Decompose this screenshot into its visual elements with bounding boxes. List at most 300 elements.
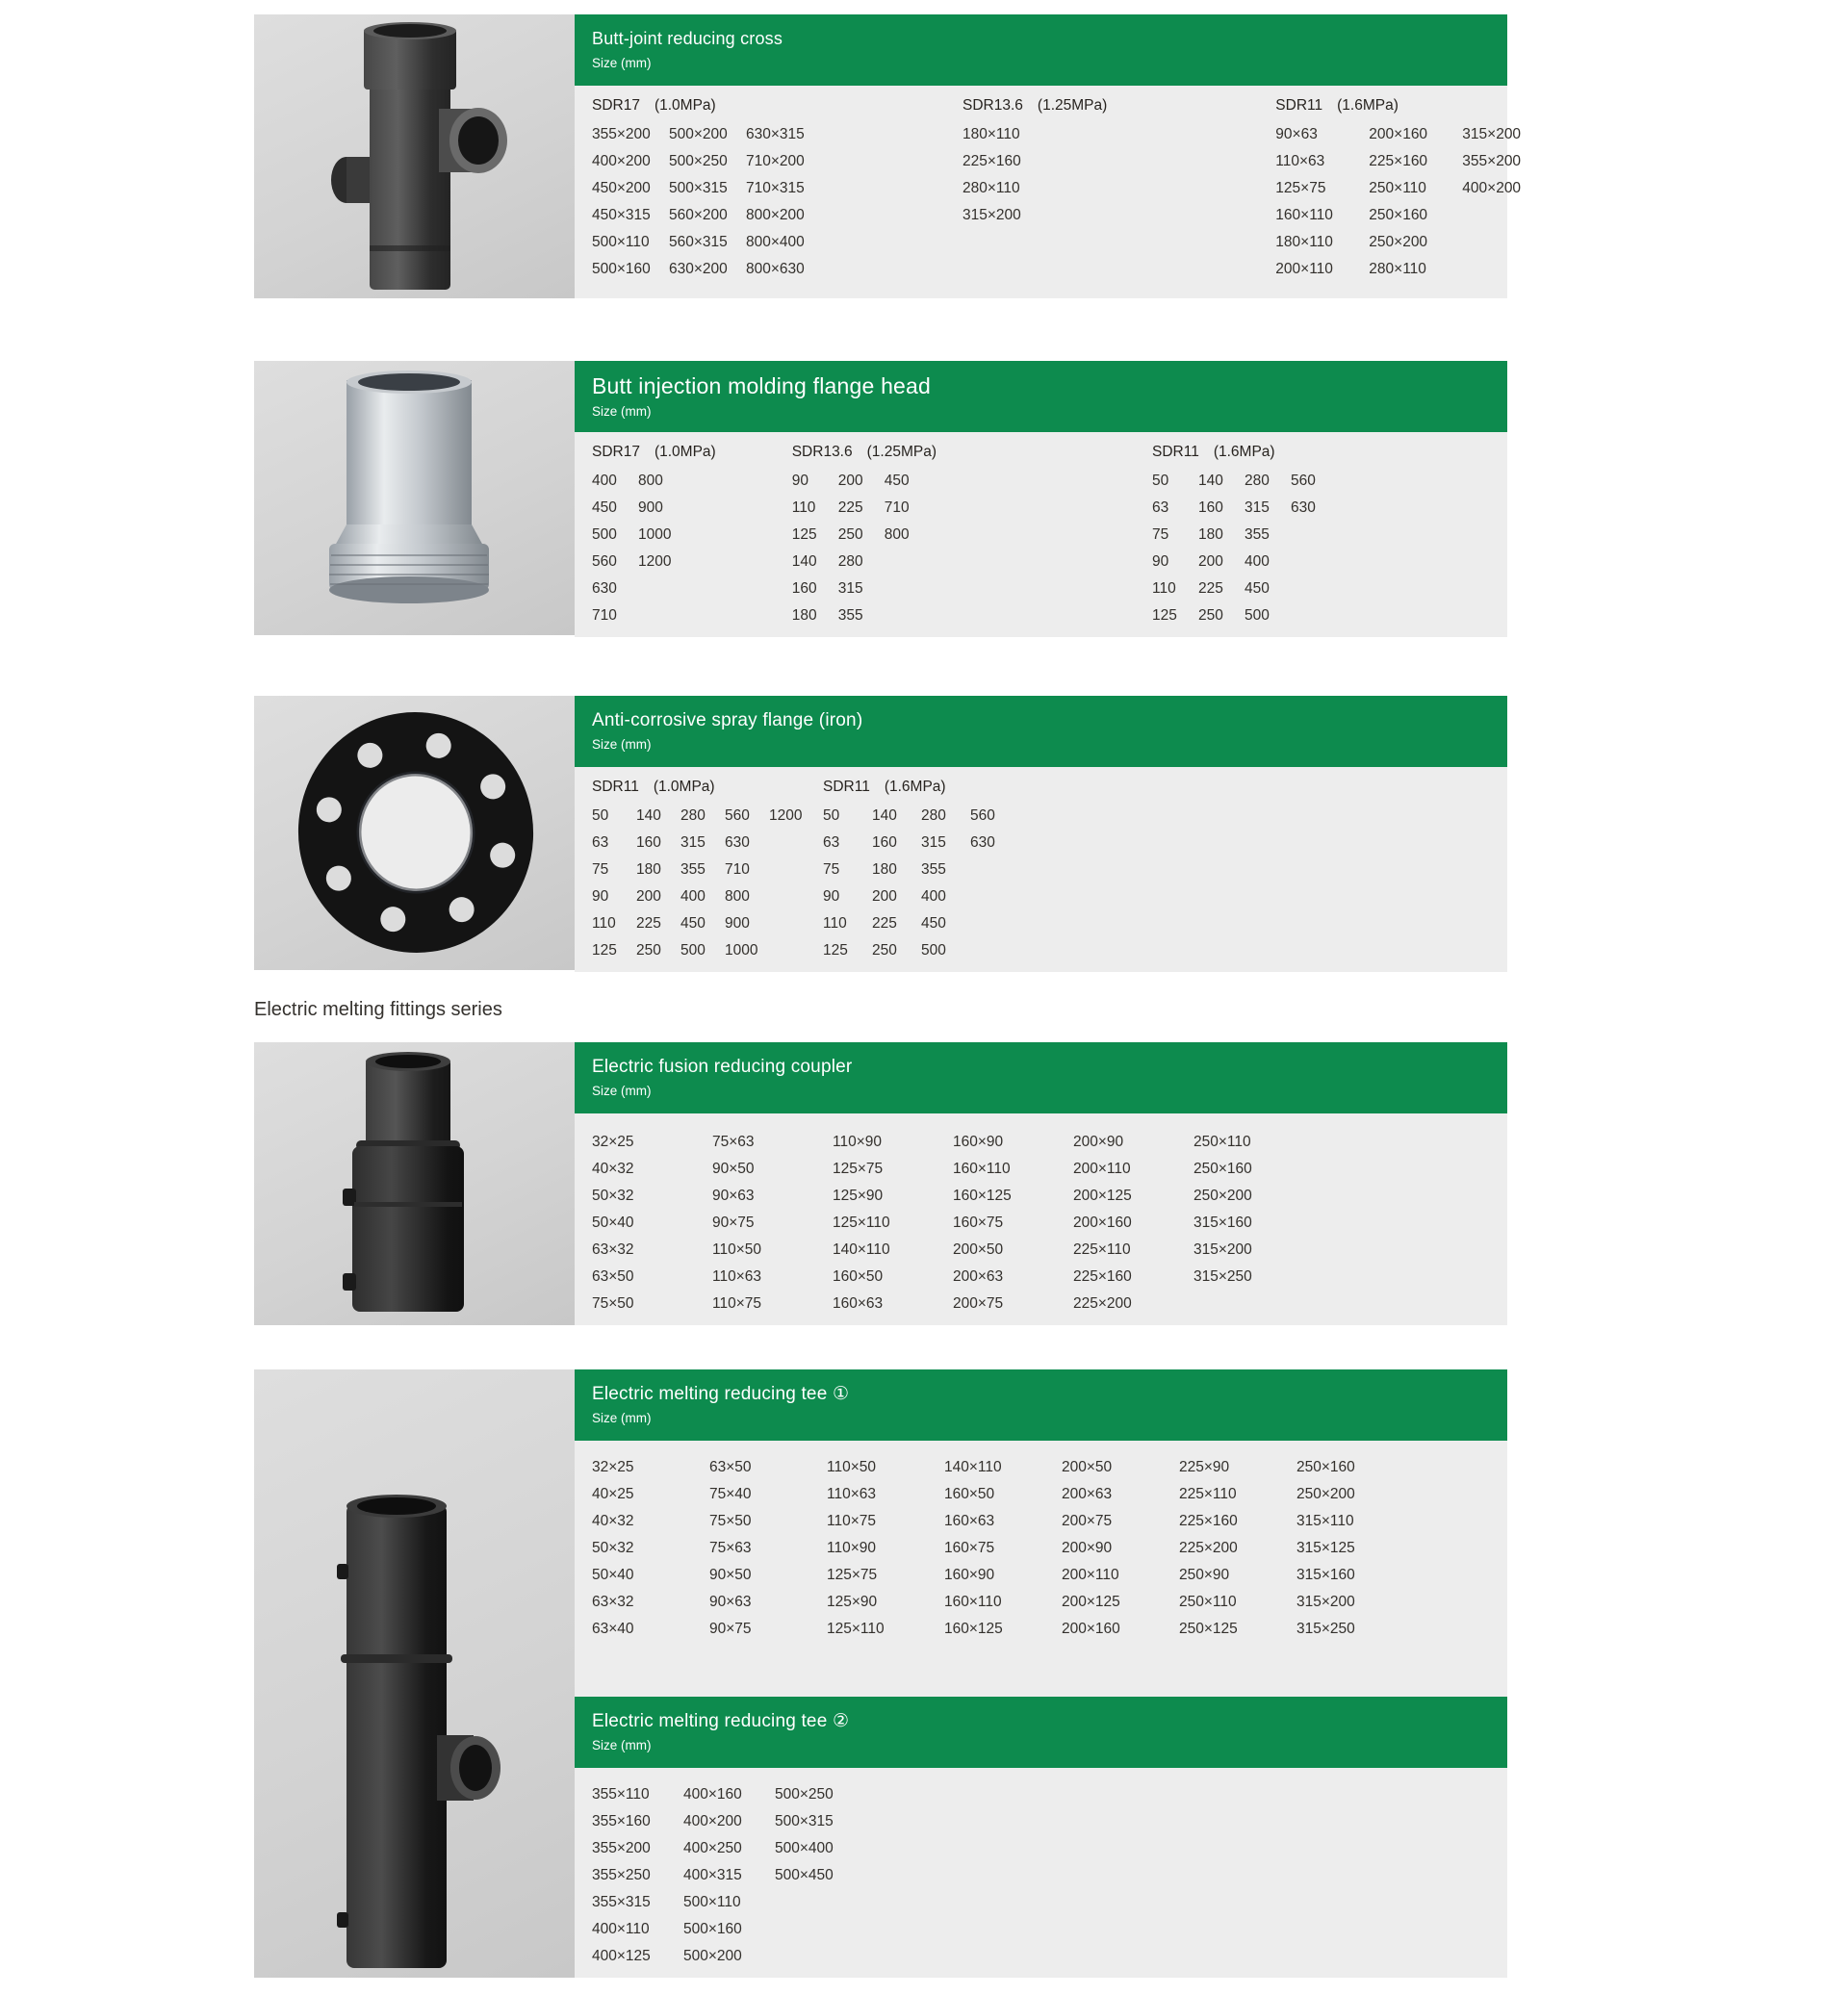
size-value: 400 [680,888,706,905]
size-value: 50×40 [592,1567,634,1583]
size-value: 500 [921,942,946,959]
size-value: 75×40 [709,1486,752,1502]
product-photo-box [254,696,575,970]
pressure-rating: (1.25MPa) [1037,97,1108,114]
size-column [769,803,813,964]
size-column [921,803,970,964]
size-value: 400×250 [683,1840,742,1856]
size-value: 500×315 [775,1813,834,1829]
size-value: 90 [1152,553,1169,570]
section-content [575,1042,1507,1325]
size-value: 560 [592,553,617,570]
size-value: 315×250 [1194,1268,1252,1285]
size-column [970,803,1019,964]
size-column [1291,468,1337,629]
size-value: 500×160 [683,1921,742,1937]
size-value: 225 [872,915,897,932]
size-value: 630 [970,834,995,851]
size-value: 315×250 [1296,1621,1355,1637]
size-value: 200×75 [953,1295,1004,1312]
sdr-header [792,434,937,468]
size-column [746,121,823,283]
size-value: 315 [1245,499,1270,516]
size-value: 110×50 [712,1241,762,1258]
size-value: 500×400 [775,1840,834,1856]
size-value: 90×50 [709,1567,752,1583]
size-value: 315×200 [1296,1594,1355,1610]
size-value: 63×32 [592,1241,634,1258]
size-value: 63×50 [592,1268,634,1285]
section-title: Electric melting reducing tee ② [592,1711,850,1731]
size-column [944,1454,1062,1643]
cross-fitting-photo [254,14,575,298]
size-value: 160×110 [944,1594,1002,1610]
size-value: 125×90 [827,1594,878,1610]
size-value: 450×315 [592,207,651,223]
size-value: 63×50 [709,1459,752,1475]
size-value: 315×125 [1296,1540,1355,1556]
size-group-sdr17 [592,88,823,283]
size-value: 225×160 [1179,1513,1238,1529]
size-value: 355×200 [1462,153,1522,169]
size-unit-label: Size (mm) [592,1411,652,1425]
size-value: 160×75 [944,1540,995,1556]
size-value: 200×125 [1073,1188,1132,1204]
size-value: 1200 [769,807,803,824]
sdr-header [962,88,1107,121]
size-value: 800 [638,473,663,489]
size-value: 630×315 [746,126,805,142]
size-value: 50 [823,807,840,824]
size-value: 50 [592,807,609,824]
sdr-header [592,769,813,803]
size-value: 200 [872,888,897,905]
size-value: 450 [921,915,946,932]
size-value: 110 [791,499,816,516]
size-value: 160 [636,834,661,851]
size-column [592,803,636,964]
sdr-header [823,769,1019,803]
size-value: 63 [1152,499,1169,516]
size-value: 75×63 [709,1540,752,1556]
size-value: 110×75 [712,1295,762,1312]
size-value: 710 [592,607,617,624]
size-value: 315×200 [962,207,1021,223]
size-value: 50 [1152,473,1169,489]
size-columns [823,803,1019,964]
size-value: 250×110 [1369,180,1426,196]
size-value: 560 [725,807,750,824]
size-columns [792,468,937,629]
size-value: 125×75 [833,1161,884,1177]
size-value: 200×63 [953,1268,1004,1285]
size-column [775,1781,866,1970]
size-value: 450 [592,499,617,516]
size-column [1073,1129,1194,1317]
size-column [709,1454,827,1643]
section-header-tee2 [575,1697,1507,1768]
size-value: 225×110 [1073,1241,1131,1258]
size-value: 250 [636,942,661,959]
size-value: 180×110 [962,126,1020,142]
size-value: 225×90 [1179,1459,1230,1475]
size-value: 90×63 [712,1188,755,1204]
size-value: 355×250 [592,1867,651,1883]
size-value: 355×200 [592,1840,651,1856]
size-value: 160×125 [953,1188,1012,1204]
size-value: 355×200 [592,126,651,142]
size-value: 800×630 [746,261,805,277]
size-value: 500×250 [775,1786,834,1803]
size-value: 630 [592,580,617,597]
size-value: 560×200 [669,207,728,223]
size-value: 800×400 [746,234,805,250]
size-value: 280 [921,807,946,824]
size-value: 32×25 [592,1134,634,1150]
size-value: 180 [636,861,661,878]
size-value: 200×90 [1062,1540,1113,1556]
size-value: 125×75 [1275,180,1326,196]
size-value: 110 [1152,580,1176,597]
size-value: 200×160 [1062,1621,1120,1637]
size-column [1462,121,1555,283]
size-value: 450×200 [592,180,651,196]
sdr-header [592,88,823,121]
size-value: 250×125 [1179,1621,1238,1637]
size-value: 500×200 [683,1948,742,1964]
size-value: 160 [791,580,817,597]
size-unit-label: Size (mm) [592,1738,652,1752]
size-column [1179,1454,1296,1643]
size-value: 710×200 [746,153,805,169]
size-value: 400 [921,888,946,905]
size-value: 125×90 [833,1188,884,1204]
sdr-header [1152,434,1337,468]
size-value: 250×110 [1194,1134,1251,1150]
size-value: 90×75 [712,1215,755,1231]
size-value: 400×200 [683,1813,742,1829]
size-table [575,86,1522,298]
size-value: 280×110 [1369,261,1426,277]
size-value: 315 [837,580,863,597]
size-value: 500×315 [669,180,728,196]
size-value: 250 [872,942,897,959]
flange-head-photo [254,361,575,635]
size-value: 500×200 [669,126,728,142]
size-value: 630 [725,834,750,851]
sdr-rating: SDR11 [1152,444,1199,460]
size-value: 160×90 [944,1567,995,1583]
size-columns [962,121,1107,229]
size-value: 63×40 [592,1621,634,1637]
size-value: 225 [636,915,661,932]
size-value: 400×160 [683,1786,742,1803]
size-value: 140 [791,553,817,570]
size-value: 250×200 [1296,1486,1355,1502]
section-title: Anti-corrosive spray flange (iron) [592,710,863,730]
size-value: 90 [592,888,609,905]
size-value: 90 [823,888,840,905]
size-value: 900 [638,499,663,516]
size-column [1062,1454,1179,1643]
product-photo-box [254,14,575,298]
pressure-rating: (1.6MPa) [1213,444,1275,460]
size-columns [1152,468,1337,629]
size-column [838,468,885,629]
pressure-rating: (1.6MPa) [884,779,946,795]
size-value: 90×63 [1275,126,1318,142]
size-value: 110×63 [712,1268,762,1285]
size-table [575,767,1507,972]
size-column [592,468,638,629]
size-value: 140×110 [833,1241,890,1258]
size-value: 315 [921,834,946,851]
size-table-tee2 [575,1768,1507,1978]
size-value: 125 [823,942,848,959]
size-value: 140 [1198,473,1223,489]
size-value: 560 [970,807,995,824]
size-value: 250×90 [1179,1567,1230,1583]
size-columns [592,1129,1314,1317]
size-column [833,1129,953,1317]
size-value: 450 [1245,580,1270,597]
size-column [592,1454,709,1643]
size-value: 250 [1198,607,1223,624]
size-columns [592,1781,866,1970]
size-value: 125 [791,526,817,543]
pressure-rating: (1.0MPa) [654,444,716,460]
section-title: Butt-joint reducing cross [592,29,783,48]
size-value: 200 [1198,553,1223,570]
size-columns [592,1454,1414,1643]
size-value: 280×110 [962,180,1020,196]
size-unit-label: Size (mm) [592,404,652,419]
size-column [1296,1454,1414,1643]
size-value: 560 [1291,473,1316,489]
reducing-tee-photo [254,1477,575,1978]
size-value: 160×75 [953,1215,1004,1231]
size-value: 500×160 [592,261,651,277]
size-table [575,1113,1507,1325]
size-value: 125×110 [827,1621,885,1637]
size-value: 110×90 [833,1134,883,1150]
size-value: 400×125 [592,1948,651,1964]
size-column [1275,121,1369,283]
size-value: 315×160 [1194,1215,1252,1231]
size-value: 315 [680,834,706,851]
size-value: 250×160 [1369,207,1428,223]
size-value: 75×63 [712,1134,755,1150]
size-group-sdr11 [1152,434,1337,629]
section-content [575,1369,1507,1978]
size-value: 140 [636,807,661,824]
size-column [683,1781,775,1970]
size-group-sdr11-16mpa [823,769,1019,964]
size-value: 355 [1245,526,1270,543]
size-value: 200×63 [1062,1486,1113,1502]
size-columns [592,468,716,629]
size-value: 250×160 [1296,1459,1355,1475]
size-column [872,803,921,964]
size-value: 400×200 [592,153,651,169]
size-value: 800 [725,888,750,905]
size-value: 710 [884,499,910,516]
size-value: 225 [837,499,863,516]
size-value: 315×110 [1296,1513,1354,1529]
size-group-sdr17 [592,434,716,629]
size-value: 450 [680,915,706,932]
size-value: 110×63 [827,1486,877,1502]
section-butt-joint-reducing-cross [254,14,1522,298]
section-content [575,696,1507,970]
size-column [953,1129,1073,1317]
size-value: 225×200 [1073,1295,1132,1312]
size-group-sdr13-6 [792,434,937,629]
size-value: 355 [921,861,946,878]
size-column [1198,468,1245,629]
size-value: 200×90 [1073,1134,1124,1150]
size-value: 110×75 [827,1513,877,1529]
size-value: 500×250 [669,153,728,169]
size-unit-label: Size (mm) [592,737,652,752]
size-value: 200×50 [1062,1459,1113,1475]
size-value: 225×160 [1073,1268,1132,1285]
size-group-sdr11-1mpa [592,769,813,964]
size-unit-label: Size (mm) [592,56,652,70]
size-value: 560×315 [669,234,728,250]
section-header [575,1042,1507,1113]
size-value: 200×110 [1062,1567,1119,1583]
series-heading: Electric melting fittings series [254,999,502,1020]
size-value: 160×50 [944,1486,995,1502]
size-value: 75 [1152,526,1169,543]
size-value: 75 [823,861,840,878]
size-value: 225×160 [1369,153,1428,169]
size-value: 355×315 [592,1894,651,1910]
section-title: Electric fusion reducing coupler [592,1057,853,1077]
size-value: 250 [837,526,863,543]
size-value: 280 [680,807,706,824]
size-columns [1275,121,1555,283]
size-value: 315×160 [1296,1567,1355,1583]
size-value: 75×50 [592,1295,634,1312]
size-value: 50×32 [592,1188,634,1204]
size-value: 250×160 [1194,1161,1252,1177]
section-content [575,14,1522,298]
size-value: 40×25 [592,1486,634,1502]
size-value: 50×32 [592,1540,634,1556]
pressure-rating: (1.6MPa) [1337,97,1399,114]
size-value: 280 [1245,473,1270,489]
size-value: 400×200 [1462,180,1522,196]
size-value: 200×50 [953,1241,1004,1258]
size-value: 630×200 [669,261,728,277]
section-reducing-tees [254,1369,1507,1978]
size-value: 225×160 [962,153,1021,169]
product-photo-box [254,1369,575,1978]
size-column [712,1129,833,1317]
size-value: 125×110 [833,1215,890,1231]
size-value: 200×160 [1369,126,1428,142]
size-column [1194,1129,1314,1317]
size-value: 450 [884,473,910,489]
size-value: 63 [592,834,609,851]
size-value: 63×32 [592,1594,634,1610]
size-value: 32×25 [592,1459,634,1475]
size-value: 355×110 [592,1786,650,1803]
size-value: 500 [1245,607,1270,624]
section-title: Butt injection molding flange head [592,373,932,398]
size-value: 280 [837,553,863,570]
size-value: 800 [884,526,910,543]
size-value: 1200 [638,553,672,570]
size-value: 225 [1198,580,1223,597]
size-columns [592,803,813,964]
size-value: 500×450 [775,1867,834,1883]
size-value: 500 [592,526,617,543]
size-column [823,803,872,964]
size-value: 355×160 [592,1813,651,1829]
size-value: 50×40 [592,1215,634,1231]
size-value: 200×75 [1062,1513,1113,1529]
size-value: 160×110 [1275,207,1333,223]
size-value: 180×110 [1275,234,1333,250]
size-value: 125 [592,942,617,959]
size-value: 355 [837,607,863,624]
section-header [575,14,1507,86]
sdr-rating: SDR17 [592,444,640,460]
size-value: 200×110 [1275,261,1333,277]
size-value: 75×50 [709,1513,752,1529]
sdr-rating: SDR13.6 [791,444,853,460]
size-value: 110×63 [1275,153,1325,169]
size-unit-label: Size (mm) [592,1084,652,1098]
size-value: 160 [1198,499,1223,516]
size-value: 200×160 [1073,1215,1132,1231]
pressure-rating: (1.0MPa) [654,97,716,114]
size-value: 125×75 [827,1567,878,1583]
size-value: 250×200 [1194,1188,1252,1204]
size-value: 110×90 [827,1540,877,1556]
sdr-header [1275,88,1555,121]
size-value: 400×315 [683,1867,742,1883]
section-header [575,696,1507,767]
pressure-rating: (1.25MPa) [866,444,937,460]
sdr-rating: SDR17 [592,97,640,114]
size-column [638,468,684,629]
iron-flange-photo [254,696,575,970]
size-column [669,121,746,283]
sdr-rating: SDR13.6 [962,97,1023,114]
size-column [592,1129,712,1317]
size-value: 200×125 [1062,1594,1120,1610]
product-photo-box [254,361,575,635]
size-value: 140×110 [944,1459,1002,1475]
size-value: 500×110 [683,1894,741,1910]
section-header [575,361,1507,432]
size-value: 160×125 [944,1621,1003,1637]
pressure-rating: (1.0MPa) [653,779,715,795]
size-value: 630 [1291,499,1316,516]
size-value: 500×110 [592,234,650,250]
size-value: 400 [592,473,617,489]
size-value: 200 [636,888,661,905]
size-column [827,1454,944,1643]
size-value: 200 [837,473,863,489]
size-value: 355 [680,861,706,878]
size-value: 90×75 [709,1621,752,1637]
sdr-rating: SDR11 [823,779,870,795]
